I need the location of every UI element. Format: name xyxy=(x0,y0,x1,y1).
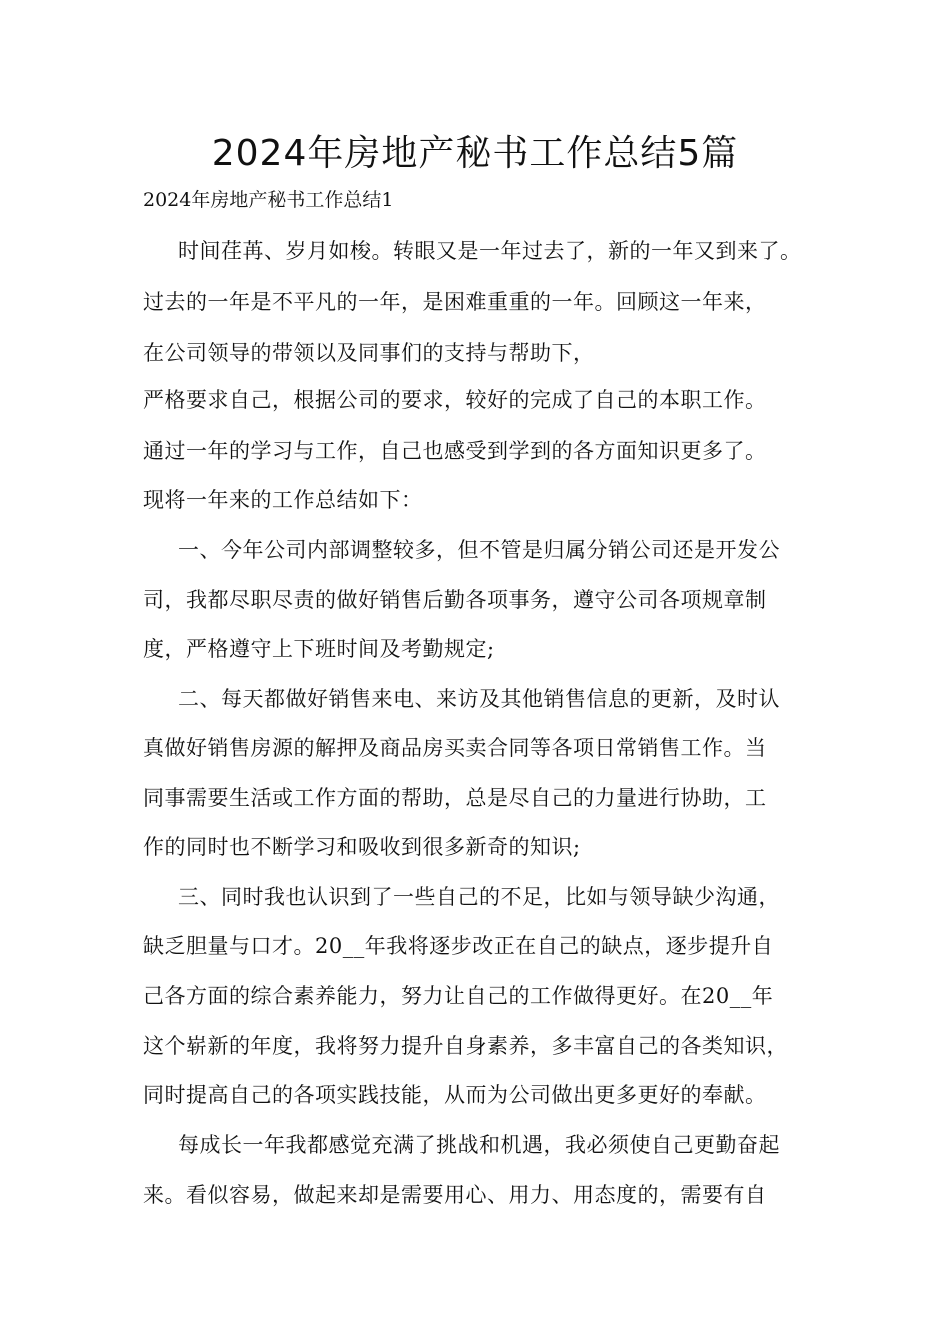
paragraph-line: 己各方面的综合素养能力，努力让自己的工作做得更好。在20__年 xyxy=(143,984,774,1008)
paragraph-line: 同事需要生活或工作方面的帮助，总是尽自己的力量进行协助，工 xyxy=(143,786,767,810)
paragraph-line: 通过一年的学习与工作，自己也感受到学到的各方面知识更多了。 xyxy=(143,439,767,463)
paragraph-line: 每成长一年我都感觉充满了挑战和机遇，我必须使自己更勤奋起 xyxy=(178,1133,780,1157)
section-heading: 2024年房地产秘书工作总结1 xyxy=(143,189,394,211)
paragraph-line: 一、今年公司内部调整较多，但不管是归属分销公司还是开发公 xyxy=(178,538,780,562)
paragraph-line: 现将一年来的工作总结如下： xyxy=(143,488,423,512)
paragraph-line: 真做好销售房源的解押及商品房买卖合同等各项日常销售工作。当 xyxy=(143,736,767,760)
paragraph-line: 三、同时我也认识到了一些自己的不足，比如与领导缺少沟通， xyxy=(178,885,780,909)
paragraph-line: 缺乏胆量与口才。20__年我将逐步改正在自己的缺点，逐步提升自 xyxy=(143,934,774,958)
paragraph-line: 二、每天都做好销售来电、来访及其他销售信息的更新，及时认 xyxy=(178,687,780,711)
paragraph-line: 司，我都尽职尽责的做好销售后勤各项事务，遵守公司各项规章制 xyxy=(143,588,767,612)
paragraph-line: 时间荏苒、岁月如梭。转眼又是一年过去了，新的一年又到来了。 xyxy=(178,239,802,263)
paragraph-line: 过去的一年是不平凡的一年，是困难重重的一年。回顾这一年来， xyxy=(143,290,767,314)
paragraph-line: 严格要求自己，根据公司的要求，较好的完成了自己的本职工作。 xyxy=(143,388,767,412)
paragraph-line: 这个崭新的年度，我将努力提升自身素养，多丰富自己的各类知识， xyxy=(143,1034,788,1058)
paragraph-line: 作的同时也不断学习和吸收到很多新奇的知识; xyxy=(143,835,581,859)
document-title: 2024年房地产秘书工作总结5篇 xyxy=(211,133,739,174)
paragraph-line: 度，严格遵守上下班时间及考勤规定; xyxy=(143,637,495,661)
paragraph-line: 同时提高自己的各项实践技能，从而为公司做出更多更好的奉献。 xyxy=(143,1083,767,1107)
paragraph-line: 来。看似容易，做起来却是需要用心、用力、用态度的，需要有自 xyxy=(143,1183,767,1207)
paragraph-line: 在公司领导的带领以及同事们的支持与帮助下， xyxy=(143,341,595,365)
